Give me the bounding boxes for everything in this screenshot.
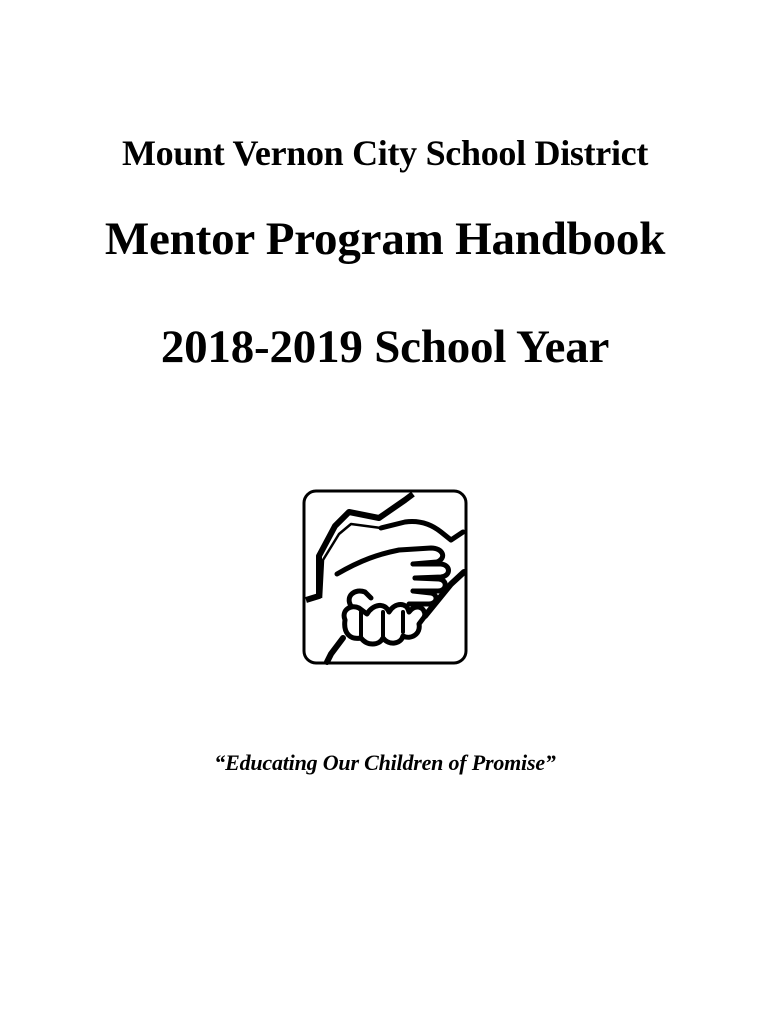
school-year: 2018-2019 School Year <box>160 321 610 373</box>
handbook-title: Mentor Program Handbook <box>104 213 666 265</box>
handshake-icon <box>301 488 469 666</box>
motto: “Educating Our Children of Promise” <box>214 750 556 775</box>
district-name: Mount Vernon City School District <box>121 133 649 173</box>
